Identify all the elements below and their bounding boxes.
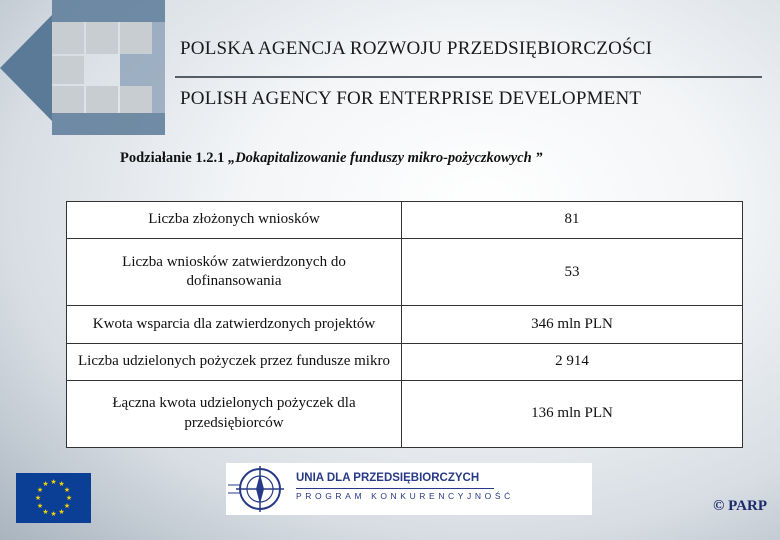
measure-title xyxy=(120,150,543,167)
table-row xyxy=(67,380,743,447)
row-label: Liczba udzielonych pożyczek przez fundusze mikro xyxy=(67,343,402,380)
table-row xyxy=(67,343,743,380)
parp-logo xyxy=(0,0,165,135)
statistics-table xyxy=(66,201,743,448)
measure-number: Podziałanie 1.2.1 xyxy=(120,150,228,166)
svg-text:★: ★ xyxy=(50,478,57,486)
row-value: 53 xyxy=(402,239,743,306)
union-banner xyxy=(226,463,592,515)
svg-text:★: ★ xyxy=(36,486,44,494)
table-row xyxy=(67,239,743,306)
table-row xyxy=(67,306,743,343)
svg-text:★: ★ xyxy=(58,480,65,488)
copyright: © PARP xyxy=(713,498,767,514)
row-value: 136 mln PLN xyxy=(402,380,743,447)
svg-text:★: ★ xyxy=(42,480,49,488)
svg-text:★: ★ xyxy=(58,508,65,516)
svg-text:★: ★ xyxy=(50,510,57,518)
row-value: 2 914 xyxy=(402,343,743,380)
table-row xyxy=(67,202,743,239)
agency-name-en: POLISH AGENCY FOR ENTERPRISE DEVELOPMENT xyxy=(180,88,642,109)
header-divider xyxy=(175,76,762,78)
union-program: PROGRAM KONKURENCYJNOŚĆ xyxy=(296,491,514,501)
union-title: UNIA DLA PRZEDSIĘBIORCZYCH xyxy=(296,472,480,484)
svg-text:★: ★ xyxy=(36,502,44,510)
agency-name-pl: POLSKA AGENCJA ROZWOJU PRZEDSIĘBIORCZOŚCI xyxy=(180,38,653,59)
row-label: Liczba wniosków zatwierdzonych do dofinansowania xyxy=(67,239,402,306)
row-value: 346 mln PLN xyxy=(402,306,743,343)
eu-flag-icon xyxy=(16,473,91,523)
svg-text:★: ★ xyxy=(63,486,71,494)
svg-text:★: ★ xyxy=(65,494,73,502)
svg-text:★: ★ xyxy=(42,508,49,516)
compass-icon xyxy=(226,463,292,515)
row-value: 81 xyxy=(402,202,743,239)
measure-name: „Dokapitalizowanie funduszy mikro-pożyczkowych ” xyxy=(227,150,543,166)
row-label: Kwota wsparcia dla zatwierdzonych projektów xyxy=(67,306,402,343)
row-label: Liczba złożonych wniosków xyxy=(67,202,402,239)
union-divider xyxy=(296,488,494,489)
svg-text:★: ★ xyxy=(34,494,42,502)
svg-text:★: ★ xyxy=(63,502,71,510)
row-label: Łączna kwota udzielonych pożyczek dla przedsiębiorców xyxy=(67,380,402,447)
